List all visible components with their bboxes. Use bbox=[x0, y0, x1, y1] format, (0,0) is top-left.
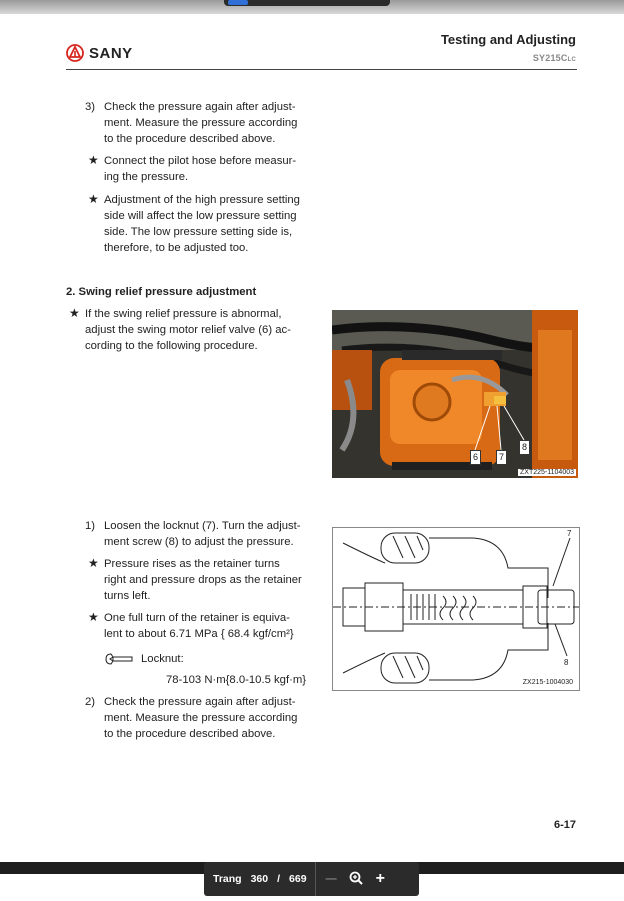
logo-text: SANY bbox=[89, 44, 133, 62]
divider bbox=[315, 862, 316, 896]
page-label: Trang bbox=[213, 873, 242, 885]
note-high-pressure: Adjustment of the high pressure setting side will affect the low pressure setting side. The low pressure setting side is, therefore, to be adjusted too. bbox=[104, 194, 300, 254]
step-number: 3) bbox=[85, 101, 96, 113]
step-number: 2) bbox=[85, 696, 96, 708]
drawing-caption: ZX215-1004030 bbox=[522, 679, 573, 686]
page-navigator bbox=[204, 862, 419, 896]
browser-top-bar bbox=[0, 0, 624, 14]
star-icon: ★ bbox=[88, 610, 99, 624]
star-icon: ★ bbox=[88, 153, 99, 167]
photo-caption: ZXT225-1104003 bbox=[520, 469, 574, 476]
current-page-input[interactable]: 360 bbox=[250, 873, 269, 885]
step1-text: Loosen the locknut (7). Turn the adjust- ment screw (8) to adjust the pressure. bbox=[104, 520, 301, 548]
step3-text: Check the pressure again after adjust- ment. Measure the pressure according to the procedure described above. bbox=[104, 101, 298, 145]
page-separator: / bbox=[277, 873, 281, 885]
sany-logo bbox=[66, 44, 133, 62]
zoom-icon[interactable] bbox=[349, 871, 363, 888]
swing-motor-photo bbox=[332, 310, 578, 478]
zoom-in-button[interactable]: + bbox=[375, 870, 385, 887]
relief-valve-cross-section bbox=[333, 528, 579, 690]
note-retainer-turn: One full turn of the retainer is equiva- lent to about 6.71 MPa { 68.4 kgf/cm²} bbox=[104, 612, 294, 640]
zoom-out-button[interactable]: — bbox=[325, 873, 337, 885]
tab-indicator bbox=[228, 0, 248, 5]
star-icon: ★ bbox=[88, 556, 99, 570]
top-toolbar-stub bbox=[224, 0, 390, 6]
note-swing-relief: If the swing relief pressure is abnormal, adjust the swing motor relief valve (6) ac- cording to the following procedure. bbox=[85, 308, 291, 352]
drawing-label-7: 7 bbox=[567, 529, 572, 538]
relief-valve-drawing bbox=[332, 527, 580, 691]
step-number: 1) bbox=[85, 520, 96, 532]
header-divider bbox=[66, 69, 577, 70]
total-pages: 669 bbox=[289, 873, 307, 885]
model-number: SY215CLC bbox=[532, 53, 576, 63]
magnifier-icon bbox=[349, 871, 363, 885]
step2-text: Check the pressure again after adjust- ment. Measure the pressure according to the procedure described above. bbox=[104, 696, 298, 740]
drawing-label-8: 8 bbox=[564, 658, 569, 667]
section-heading: 2. Swing relief pressure adjustment bbox=[66, 286, 257, 298]
locknut-label: Locknut: bbox=[141, 653, 184, 665]
callout-lines bbox=[332, 310, 578, 478]
callout-6: 6 bbox=[470, 450, 481, 465]
star-icon: ★ bbox=[88, 192, 99, 206]
note-retainer-direction: Pressure rises as the retainer turns right and pressure drops as the retainer turns left. bbox=[104, 558, 302, 602]
star-icon: ★ bbox=[69, 306, 80, 320]
page-number: 6-17 bbox=[553, 819, 576, 831]
wrench-icon bbox=[104, 653, 134, 665]
callout-8: 8 bbox=[519, 440, 530, 455]
sany-logo-icon bbox=[66, 44, 84, 62]
note-pilot-hose: Connect the pilot hose before measur- ing the pressure. bbox=[104, 155, 297, 183]
callout-7: 7 bbox=[496, 450, 507, 465]
torque-value: 78-103 N·m{8.0-10.5 kgf·m} bbox=[166, 674, 307, 686]
page-title: Testing and Adjusting bbox=[440, 32, 576, 47]
